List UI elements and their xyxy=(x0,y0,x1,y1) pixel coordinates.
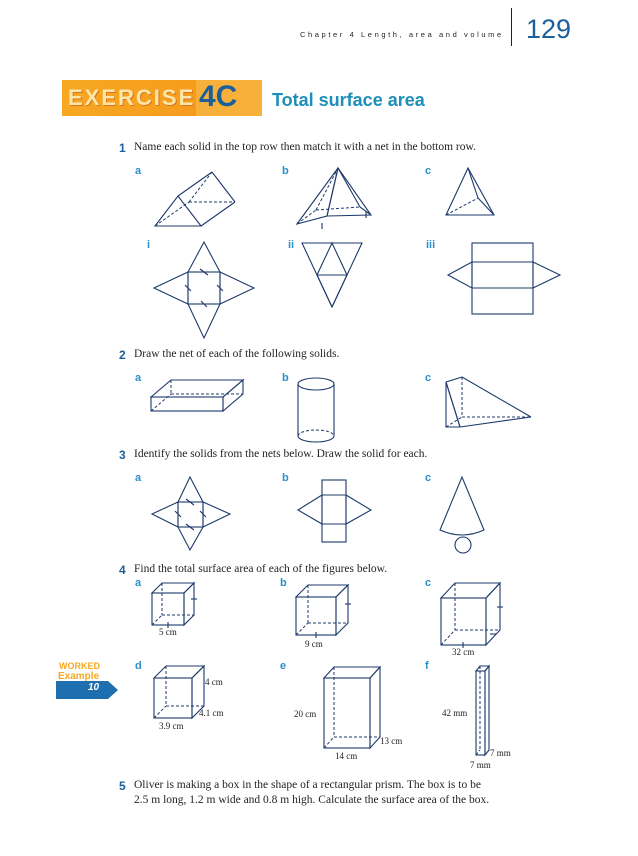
q4d-width: 4.1 cm xyxy=(199,708,224,718)
q4a-cube xyxy=(152,583,197,628)
q1-label-a: a xyxy=(135,165,142,177)
q5-line2: 2.5 m long, 1.2 m wide and 0.8 m high. Calculate the surface area of the box. xyxy=(134,794,490,806)
q4d-cuboid xyxy=(154,666,204,718)
q3a-net-square-pyramid xyxy=(152,477,230,550)
q1-label-b: b xyxy=(282,165,289,177)
q1c-tetrahedron xyxy=(446,168,494,215)
q3c-net-cone xyxy=(440,477,484,553)
q3-text: Identify the solids from the nets below. Draw the solid for each. xyxy=(134,448,428,460)
q2-label-a: a xyxy=(135,372,142,384)
q4e-width: 14 cm xyxy=(335,751,358,761)
q4f-width: 7 mm xyxy=(490,748,511,758)
q1-label-i: i xyxy=(147,239,151,251)
q2a-rectangular-prism xyxy=(151,380,243,411)
q1-net-tetrahedron xyxy=(302,243,362,307)
q4-label-c: c xyxy=(425,577,432,589)
q4c-dimension: 32 cm xyxy=(452,647,475,657)
q2c-wedge-prism xyxy=(446,377,531,427)
q4-number: 4 xyxy=(119,563,126,577)
q1b-square-pyramid xyxy=(297,168,371,229)
q4b-dimension: 9 cm xyxy=(305,639,323,649)
q4e-tall-cuboid xyxy=(324,667,380,748)
q4-label-a: a xyxy=(135,577,142,589)
q4-label-f: f xyxy=(425,660,429,672)
q4-label-e: e xyxy=(280,660,287,672)
q1-net-square-pyramid xyxy=(154,242,254,338)
q4e-height: 20 cm xyxy=(294,709,317,719)
q4f-depth: 7 mm xyxy=(470,760,491,770)
q1a-triangular-prism xyxy=(155,172,235,226)
q3-label-c: c xyxy=(425,472,432,484)
worked-example-line1[interactable]: WORKED xyxy=(59,661,100,671)
q4-label-b: b xyxy=(280,577,287,589)
q5-number: 5 xyxy=(119,779,126,793)
q4b-cube xyxy=(296,585,351,638)
q1-label-iii: iii xyxy=(426,239,436,251)
exercise-number: 4C xyxy=(199,80,238,113)
q1-label-c: c xyxy=(425,165,432,177)
q4c-cube xyxy=(441,583,503,648)
q2-number: 2 xyxy=(119,348,126,362)
q1-number: 1 xyxy=(119,141,126,155)
q1-net-triangular-prism xyxy=(448,243,560,314)
q4f-height: 42 mm xyxy=(442,708,468,718)
q3-label-a: a xyxy=(135,472,142,484)
chapter-heading: Chapter 4 Length, area and volume xyxy=(300,30,504,39)
q5-line1: Oliver is making a box in the shape of a rectangular prism. The box is to be xyxy=(134,779,481,791)
q2b-cylinder xyxy=(298,378,334,442)
q2-label-b: b xyxy=(282,372,289,384)
q1-text: Name each solid in the top row then match it with a net in the bottom row. xyxy=(134,141,476,153)
q3-number: 3 xyxy=(119,448,126,462)
exercise-title: Total surface area xyxy=(272,90,425,110)
q1-label-ii: ii xyxy=(288,239,295,251)
page-number: 129 xyxy=(526,14,572,44)
q2-label-c: c xyxy=(425,372,432,384)
q4d-depth: 3.9 cm xyxy=(159,721,184,731)
q2-text: Draw the net of each of the following solids. xyxy=(134,348,340,360)
q4d-height: 4 cm xyxy=(205,677,223,687)
q4e-depth: 13 cm xyxy=(380,736,403,746)
q4a-dimension: 5 cm xyxy=(159,627,177,637)
q3-label-b: b xyxy=(282,472,289,484)
q4-text: Find the total surface area of each of the figures below. xyxy=(134,563,388,575)
q4f-thin-prism xyxy=(476,666,489,755)
q3b-net-triangular-prism xyxy=(298,480,371,542)
exercise-word: EXERCISE xyxy=(68,85,196,110)
worked-example-number[interactable]: 10 xyxy=(88,682,100,693)
q4-label-d: d xyxy=(135,660,142,672)
worked-example-line2[interactable]: Example xyxy=(58,671,100,682)
